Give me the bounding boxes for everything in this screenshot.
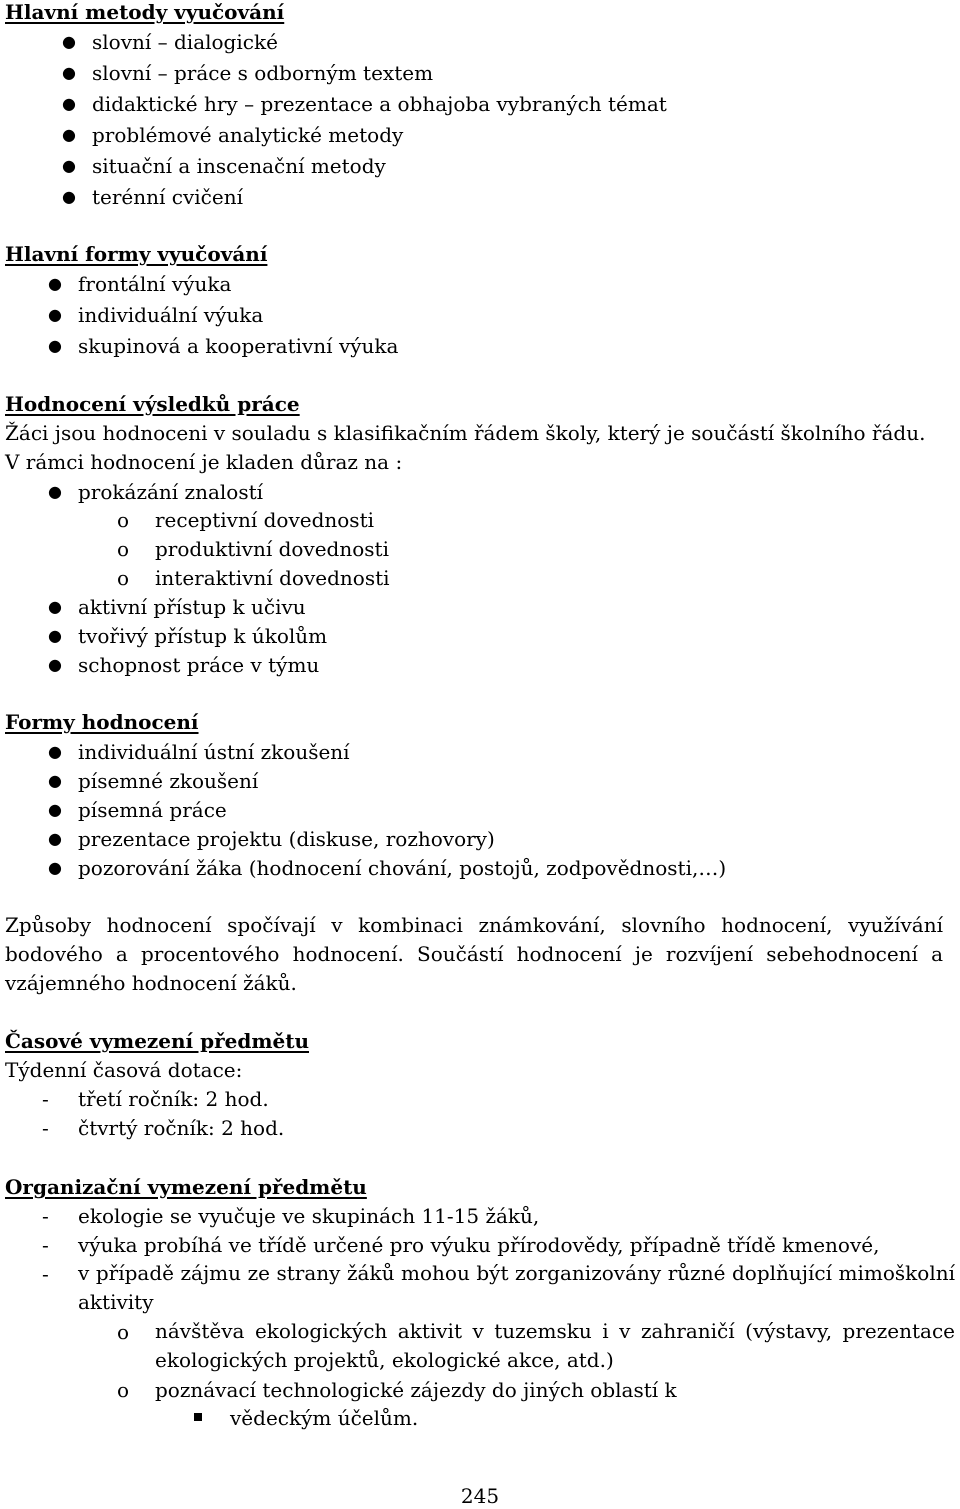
section-heading-methods: Hlavní metody vyučování [5, 0, 285, 24]
dash-bullet: - [42, 1204, 49, 1228]
list-item: výuka probíhá ve třídě určené pro výuku přírodovědy, případně třídě kmenové, [78, 1233, 880, 1257]
sub-list-item: návštěva ekologických aktivit v tuzemsku i v zahraničí (výstavy, prezentace ekologických projektů, ekologické akce, atd.) [155, 1319, 955, 1372]
circle-bullet-icon: o [117, 1320, 130, 1344]
bullet-icon: ● [48, 336, 62, 355]
dash-bullet: - [42, 1233, 49, 1257]
list-item: individuální výuka [78, 303, 264, 327]
list-item: aktivní přístup k učivu [78, 595, 306, 619]
bullet-icon: ● [48, 742, 62, 761]
bullet-icon: ● [62, 187, 76, 206]
dash-bullet: - [42, 1087, 49, 1111]
bullet-icon: ● [62, 94, 76, 113]
sub-list-item: receptivní dovednosti [155, 508, 375, 532]
list-item: prezentace projektu (diskuse, rozhovory) [78, 827, 495, 851]
bullet-icon: ● [62, 156, 76, 175]
list-item: v případě zájmu ze strany žáků mohou být zorganizovány různé doplňující mimoškolní aktivity [78, 1261, 955, 1314]
list-item: didaktické hry – prezentace a obhajoba vybraných témat [92, 92, 667, 116]
list-item: ekologie se vyučuje ve skupinách 11-15 žáků, [78, 1204, 540, 1228]
list-item: třetí ročník: 2 hod. [78, 1087, 269, 1111]
list-item: skupinová a kooperativní výuka [78, 334, 399, 358]
list-item: frontální výuka [78, 272, 232, 296]
list-item: schopnost práce v týmu [78, 653, 320, 677]
list-item: písemná práce [78, 798, 227, 822]
bullet-icon: ● [62, 125, 76, 144]
list-item: situační a inscenační metody [92, 154, 386, 178]
list-item: individuální ústní zkoušení [78, 740, 350, 764]
section-heading-forms: Hlavní formy vyučování [5, 242, 268, 266]
bullet-icon: ● [48, 482, 62, 501]
bullet-icon: ● [48, 305, 62, 324]
circle-bullet-icon: o [117, 537, 130, 561]
list-item: čtvrtý ročník: 2 hod. [78, 1116, 285, 1140]
sub-list-item: poznávací technologické zájezdy do jiných oblastí k [155, 1378, 677, 1402]
bullet-icon: ● [62, 32, 76, 51]
square-bullet-icon [194, 1413, 202, 1421]
bullet-icon: ● [48, 274, 62, 293]
section-heading-eval-forms: Formy hodnocení [5, 710, 199, 734]
section-heading-org: Organizační vymezení předmětu [5, 1175, 367, 1199]
circle-bullet-icon: o [117, 508, 130, 532]
dash-bullet: - [42, 1262, 49, 1286]
bullet-icon: ● [62, 63, 76, 82]
evaluation-text-line: Žáci jsou hodnoceni v souladu s klasifikačním řádem školy, který je součástí školního řádu. [5, 421, 926, 445]
bullet-icon: ● [48, 771, 62, 790]
evaluation-text-line: V rámci hodnocení je kladen důraz na : [5, 450, 403, 474]
list-item: prokázání znalostí [78, 480, 264, 504]
list-item: tvořivý přístup k úkolům [78, 624, 328, 648]
sub-sub-list-item: vědeckým účelům. [230, 1406, 419, 1430]
dash-bullet: - [42, 1116, 49, 1140]
section-heading-evaluation: Hodnocení výsledků práce [5, 392, 300, 416]
circle-bullet-icon: o [117, 1378, 130, 1402]
evaluation-methods-paragraph: Způsoby hodnocení spočívají v kombinaci známkování, slovního hodnocení, využívání bodového a procentového hodnocení. Součástí hodnocení je rozvíjení sebehodnocení a vzájemného hodnocení žáků. [5, 913, 943, 995]
list-item: terénní cvičení [92, 185, 243, 209]
time-subheading: Týdenní časová dotace: [5, 1058, 243, 1082]
list-item: písemné zkoušení [78, 769, 259, 793]
bullet-icon: ● [48, 858, 62, 877]
circle-bullet-icon: o [117, 566, 130, 590]
page-number: 245 [460, 1484, 500, 1508]
list-item: slovní – práce s odborným textem [92, 61, 434, 85]
list-item: slovní – dialogické [92, 30, 278, 54]
bullet-icon: ● [48, 800, 62, 819]
sub-list-item: interaktivní dovednosti [155, 566, 390, 590]
list-item: problémové analytické metody [92, 123, 404, 147]
section-heading-time: Časové vymezení předmětu [5, 1029, 309, 1053]
list-item: pozorování žáka (hodnocení chování, postojů, zodpovědnosti,…) [78, 856, 727, 880]
sub-list-item: produktivní dovednosti [155, 537, 389, 561]
bullet-icon: ● [48, 597, 62, 616]
bullet-icon: ● [48, 626, 62, 645]
bullet-icon: ● [48, 655, 62, 674]
bullet-icon: ● [48, 829, 62, 848]
